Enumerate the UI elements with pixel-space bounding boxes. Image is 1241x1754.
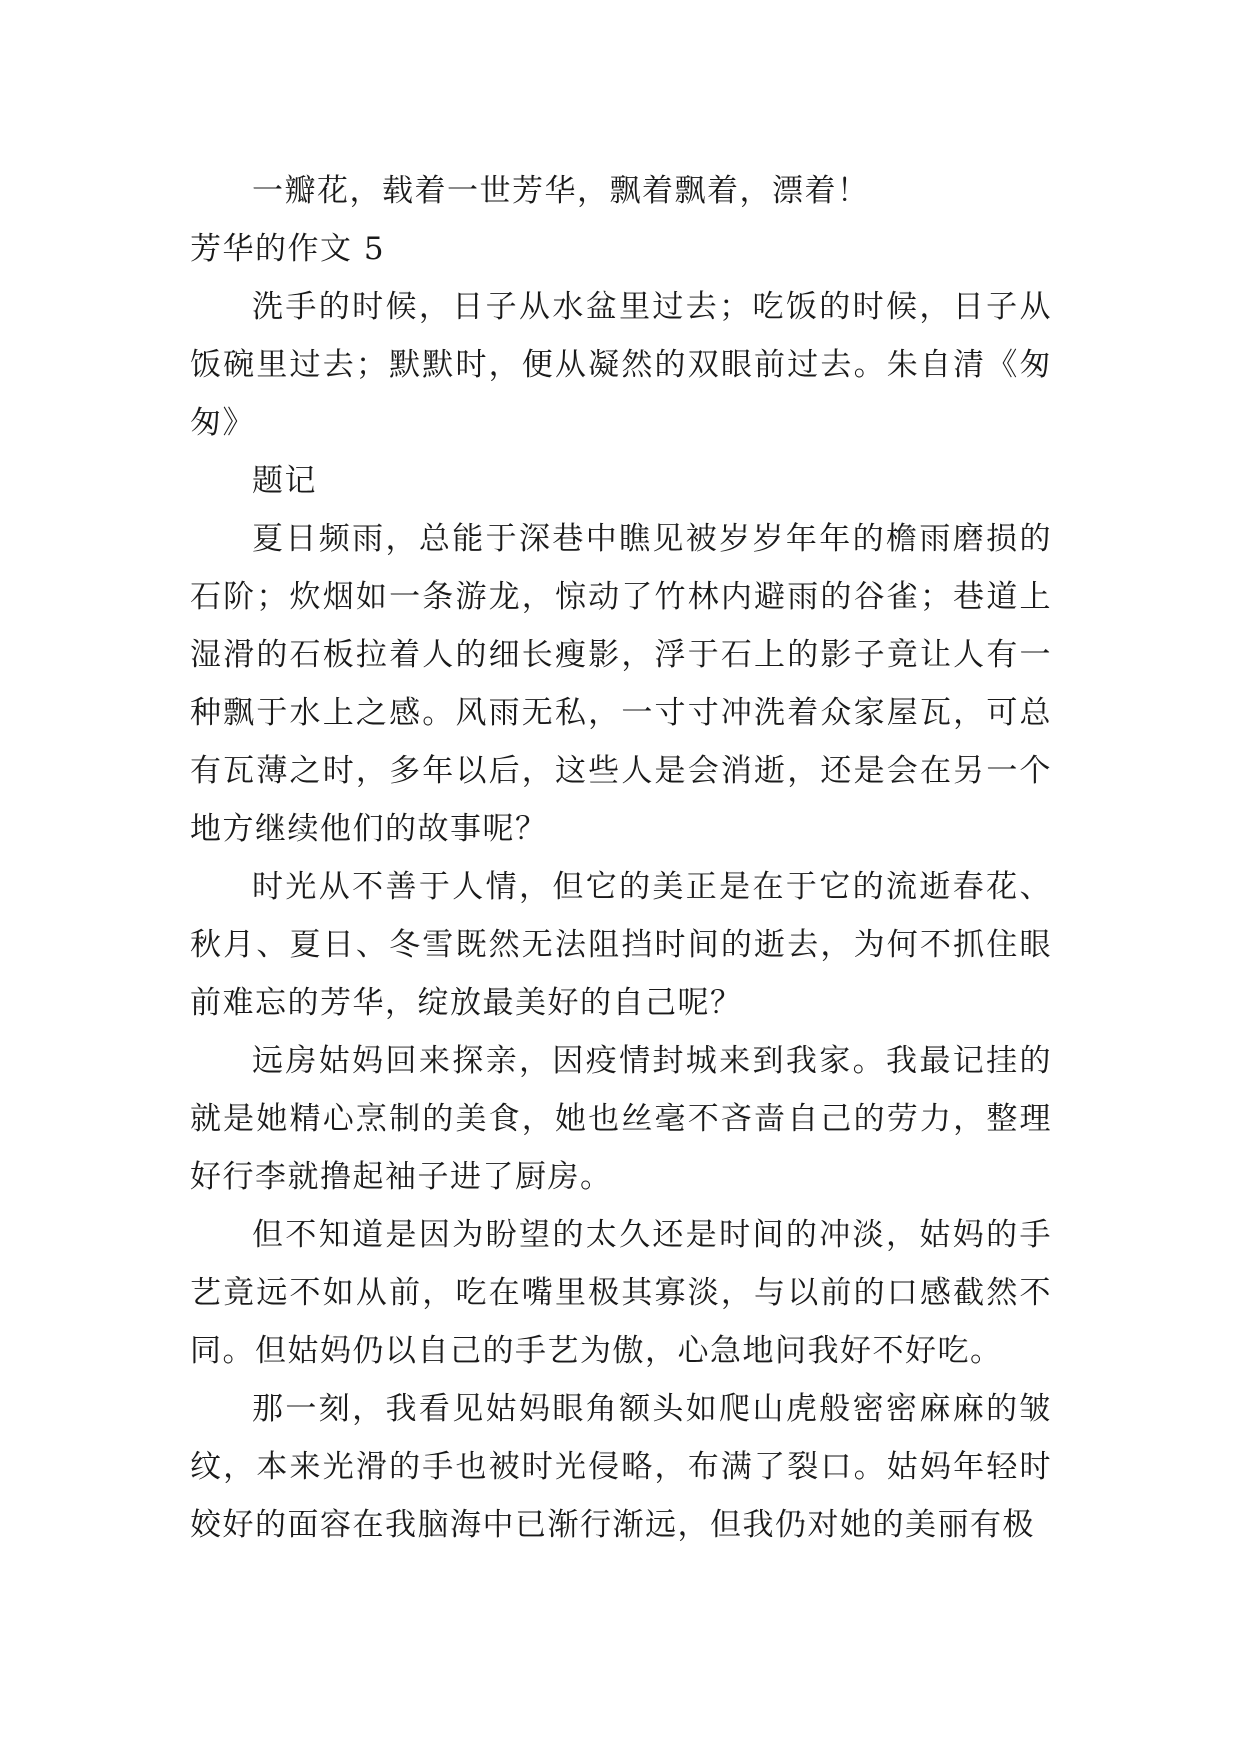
paragraph: 但不知道是因为盼望的太久还是时间的冲淡，姑妈的手艺竟远不如从前，吃在嘴里极其寡淡，与以前的口感截然不同。但姑妈仍以自己的手艺为傲，心急地问我好不好吃。 [190, 1217, 1052, 1369]
paragraph: 题记 [252, 463, 317, 499]
document-body [190, 162, 1052, 1554]
paragraph: 洗手的时候，日子从水盆里过去；吃饭的时候，日子从饭碗里过去；默默时，便从凝然的双眼前过去。朱自清《匆匆》 [190, 289, 1052, 441]
paragraph: 一瓣花，载着一世芳华，飘着飘着，漂着！ [252, 173, 870, 209]
paragraph: 那一刻，我看见姑妈眼角额头如爬山虎般密密麻麻的皱纹，本来光滑的手也被时光侵略，布满了裂口。姑妈年轻时姣好的面容在我脑海中已渐行渐远，但我仍对她的美丽有极 [190, 1391, 1052, 1543]
paragraph: 时光从不善于人情，但它的美正是在于它的流逝春花、秋月、夏日、冬雪既然无法阻挡时间的逝去，为何不抓住眼前难忘的芳华，绽放最美好的自己呢？ [190, 869, 1052, 1021]
paragraph: 夏日频雨，总能于深巷中瞧见被岁岁年年的檐雨磨损的石阶；炊烟如一条游龙，惊动了竹林内避雨的谷雀；巷道上湿滑的石板拉着人的细长瘦影，浮于石上的影子竟让人有一种飘于水上之感。风雨无私，一寸寸冲洗着众家屋瓦，可总有瓦薄之时，多年以后，这些人是会消逝，还是会在另一个地方继续他们的故事呢？ [190, 521, 1052, 847]
paragraph: 远房姑妈回来探亲，因疫情封城来到我家。我最记挂的就是她精心烹制的美食，她也丝毫不吝啬自己的劳力，整理好行李就撸起袖子进了厨房。 [190, 1043, 1052, 1195]
section-title: 芳华的作文 5 [190, 231, 386, 267]
